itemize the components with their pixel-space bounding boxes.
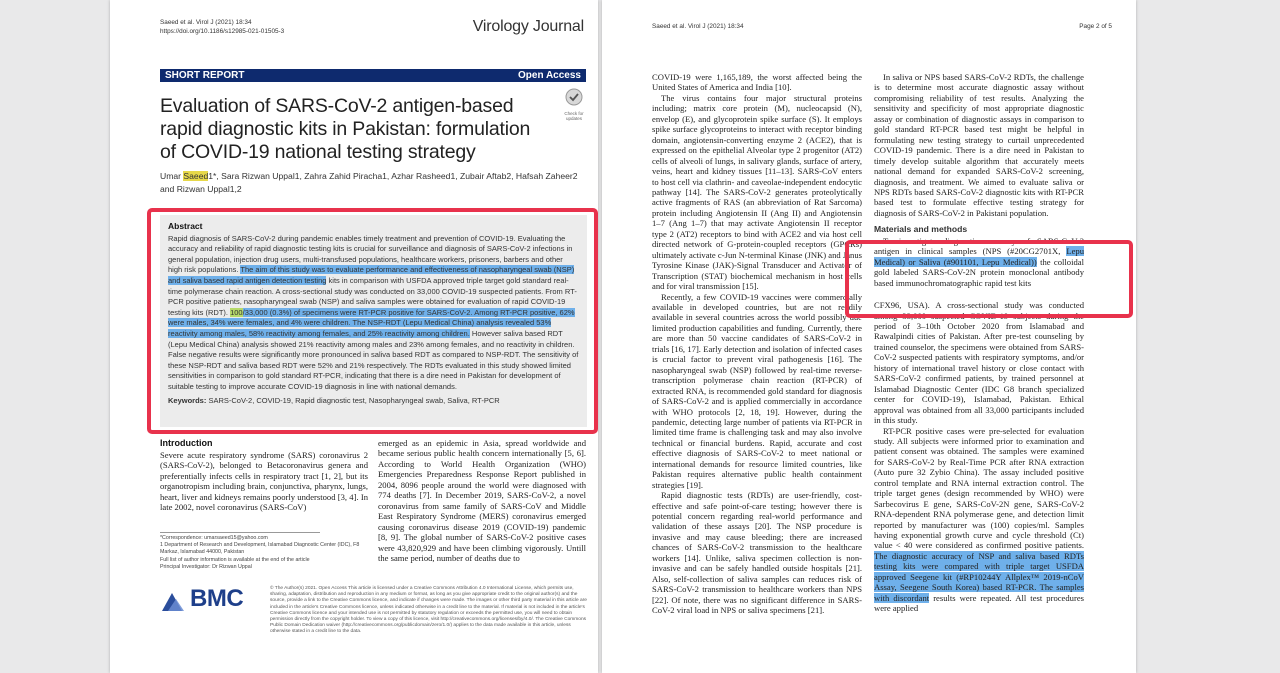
p2-col2-para-4 — [874, 426, 1084, 614]
abstract-part-3: kits in comparison with USFDA approved triple target gold standard real-time polymerase chain reaction. A cross-sectional study was conducted on 33,000 COVID-19 suspected patients. From RT-PCR positive patients, nasopharyngeal swab (NSP) and saliva samples were obtained for evaluation of rapid COVID-19 testing kits (RDT). — [168, 275, 577, 317]
license-text: © The Author(s) 2021. Open Access This article is licensed under a Creative Commons Attribution 4.0 International License, which permits use, sharing, adaptation, distribution and reproduction in any medium or format, as long as you give appropriate credit to the original author(s) and the source, provide a link to the Creative Commons licence, and indicate if changes were made. The images or other third party material in this article are included in the article's Creative Commons licence, unless indicated otherwise in a credit line to the material. If material is not included in the article's Creative Commons licence and your intended use is not permitted by statutory regulation or exceeds the permitted use, you will need to obtain permission directly from the copyright holder. To view a copy of this licence, visit http://creativecommons.org/licenses/by/4.0/. The Creative Commons Public Domain Dedication waiver (http://creativecommons.org/publicdomain/zero/1.0/) applies to the data made available in this article, unless otherwise stated in a credit line to the data. — [270, 586, 587, 635]
short-report-banner — [160, 69, 586, 82]
author-highlight: Saeed — [183, 171, 209, 181]
methods-heading: Materials and methods — [874, 224, 968, 235]
rtpcr-highlight: The diagnostic accuracy of NSP and saliva based RDTs testing kits were compared with triple target USFDA approved Seegene kit (#RP10244Y Allplex™ 2019-nCoV Assay, Seegene South Korea) based RT-PCR. The samples with discordant — [874, 550, 1084, 603]
page-1 — [110, 0, 598, 673]
bmc-wordmark: BMC — [190, 585, 244, 612]
bmc-logo — [160, 585, 260, 615]
abstract-heading: Abstract — [168, 221, 203, 231]
abstract-part-6: However saliva based RDT (Lepu Medical China) analysis showed 21% reactivity among males and 23% among females, and no reactivity in children. False negative results were significantly more pronounced in saliva based RDT as compared to NSP-RDT. The sensitivity of these NSP-RDT and saliva based RDT were 52% and 21% respectively. The RDTs evaluated in this study showed limited sensitivities in comparison to gold standard RT-PCR, indicating that there is a dire need in Pakistan for development of suitable testing to improve accurate COVID-19 diagnosis in line with national demands. — [168, 328, 579, 391]
check-updates-label: Check for updates — [564, 111, 584, 121]
author-list — [160, 170, 580, 196]
citation-header — [160, 18, 284, 36]
p2-col2-para-1: In saliva or NPS based SARS-CoV-2 RDTs, the challenge is to determine most accurate diagnostic assay without compromising reliability of test results. Analyzing the sensitivity and specificity of most appropriate diagnostic assay or combination of diagnostic assays in comparison to gold standard RT-PCR based test might be helpful in formulating new testing strategy to curtail unprecedented COVID-19 pandemic. There is a dire need in Pakistan to timely develop suitable algorithm that accurately meets national demand for expanded SARS-CoV-2 screening, diagnosis, and treatment. We aimed to evaluate saliva or NPS RDTs based SARS-CoV-2 diagnostic kits with RT-PCR based test to formulate effective testing strategy for diagnosis of SARS-CoV-2 in Pakistani population. — [874, 72, 1084, 218]
p2-col1-para-2: The virus contains four major structural proteins including; matrix core protein (M), nucleocapsid (N), envelop (E), and glycoprotein spike surface (S). It employs spike surface glycoproteins to interact with receptor binding domain, angiotensin-converting enzyme 2 (ACE2), that is expressed on the epithelial Alveolar type 2 progenitor (AT2) cells of alveoli of lungs, in salivary glands, surface of artery, veins, heart and kidney tissues [11–13]. SARS-CoV enters to host cell via clathrin- and caveolae-independent endocytic pathway [14]. The SARS-CoV-2 generates proteolytically active fragments of RAS (an abbreviation of Rat Sarcoma) protein including Angiotensin II (Ang II) and Angiotensin 1–7 (Ang 1–7) that may activate Angiotensin II receptor type 2 (AT2) receptors to bind with ACE2 and via host cell directed network of G-protein-coupled receptors (GPCRs) ultimately activate c-Jun N-terminal Kinase (JNK) and Janus Tyrosine Kinase (JAK)-Signal Transducer and Activator of Transcription (STAT) biochemical mechanism in host cells and for viral transmission [15]. — [652, 92, 862, 292]
methods-text-a: To investigate diagnostic accuracy of SARS-CoV-2 antigen in clinical samples (NPS (#20CG2701X, — [874, 235, 1084, 257]
page2-column-2 — [874, 72, 1084, 614]
journal-name: Virology Journal — [472, 18, 584, 35]
p2-col1-para-3: Recently, a few COVID-19 vaccines were commercially available in developed countries, but are not readily available in several countries across the world possibly due limited production capabilities and funding. Currently, there are more than 50 vaccine candidates of SARS-CoV-2 in trials [16, 17]. Early detection and isolation of infected cases is crucial factor to prevent viral pathogenesis [16]. The nasopharyngeal swab (NSP) followed by real-time reverse-transcription polymerase chain reaction (RT-PCR) of extracted RNA, is recommended gold standard for diagnosis of SARS-CoV-2 and is applied commercially in accordance with WHO protocols [2, 18, 19]. However, during the pandemic, detecting large number of patients via RT-PCR in limited time frame is challenging task and may also involve technical or financial burdens. Rapid, accurate and cost effective diagnosis of SARS-CoV-2 to meet national or international demands for resource limited countries, like Pakistan requires alternative public health containment strategies [19]. — [652, 291, 862, 490]
article-title: Evaluation of SARS-CoV-2 antigen-based rapid diagnostic kits in Pakistan: formulation of COVID-19 national testing strategy — [160, 95, 531, 163]
author-first: Umar — [160, 171, 184, 181]
rtpcr-text: RT-PCR positive cases were pre-selected for evaluation study. All subjects were informed prior to examination and patient consent was obtained. The samples were examined for SARS-CoV-2 by Real-Time PCR after RNA extraction (Auto pure 32 Zybio China). The assay included positive control template and RNA internal extraction control. The triple target genes (design recommended by WHO) were Sarbecovirus E gene, SARS-CoV-2N gene, SARS-CoV-2 RNA-dependent RNA polymerase gene, and detection limit reported by manufacturer was (100) copies/ml. Samples having exponential growth curve and cycle threshold (Ct) value < 40 were considered as confirmed positive patients. — [874, 425, 1084, 551]
citation-header-2: Saeed et al. Virol J (2021) 18:34 — [652, 23, 744, 30]
short-report-label: SHORT REPORT — [165, 70, 245, 81]
introduction-heading: Introduction — [160, 438, 213, 448]
abstract-highlight-green: 100 — [230, 307, 243, 317]
page-2 — [602, 0, 1136, 673]
check-for-updates[interactable] — [562, 88, 586, 121]
open-access-label: Open Access — [518, 70, 581, 81]
doi-link[interactable]: https://doi.org/10.1186/s12985-021-01505-3 — [160, 28, 285, 35]
methods-highlight: Lepu Medical) or Saliva (#901101, Lepu Medical)) — [874, 246, 1084, 267]
abstract-highlight-1: The aim of this study was to evaluate performance and effectiveness of nasopharyngeal swab (NSP) and saliva based rapid antigen detection testing — [168, 265, 575, 285]
keywords-value: SARS-CoV-2, COVID-19, Rapid diagnostic test, Nasopharyngeal swab, Saliva, RT-PCR — [208, 395, 500, 405]
page2-column-1 — [652, 72, 862, 616]
p2-col2-para-3: CFX96, USA). A cross-sectional study was conducted among 33,000 suspected COVID-19 subjects during the period of 3–10th October 2020 from Islamabad and Rawalpindi cities of Pakistan. After pre-test counseling by trained counselor, the specimens were obtained from SARS-CoV-2 suspected patients with respiratory symptoms, and/or history of international travel history or close contact with SARS-CoV-2 confirmed patients, by trained personnel at Islamabad Diagnostic Center (IDC G8 branch specialized center for COVID-19), Islamabad, Pakistan. Ethical approval was obtained from all 33,000 participants included in this study. — [874, 300, 1084, 426]
rtpcr-text-end: results were repeated. All test procedures were applied — [874, 592, 1084, 614]
footnote-divider — [160, 532, 320, 533]
p2-col1-para-4: Rapid diagnostic tests (RDTs) are user-friendly, cost-effective and safe point-of-care testing; however there is potential concern regarding real-world performance and validation of these assays [20]. The NSP procedure is invasive and may cause bleeding; there are increased chances of SARS-CoV-2 transmission to the healthcare workers [14]. Unlike, saliva specimen collection is non-invasive and can be safely handled outside hospitals [21]. Also, self-collection of saliva samples can reduces risk of SARS-CoV-2 transmission to healthcare workers than NPS [22]. Of note, there was no significant difference in SARS-CoV-2 viral load in NPS or saliva specimens [21]. — [652, 490, 862, 616]
keywords-label: Keywords: — [168, 395, 207, 405]
page-number: Page 2 of 5 — [1079, 23, 1112, 30]
abstract-highlight-2: /33,000 (0.3%) of specimens were RT-PCR positive for SARS-CoV-2. Among RT-PCR positive, 62% were males, 34% were females, and 4% were children. The NSP-RDT (Lepu Medical China) analysis revealed 53% reactivity among males, 58% reactivity among females, and 25% reactivity among children. — [168, 307, 575, 338]
annotation-box-abstract — [147, 208, 598, 434]
check-updates-icon — [565, 88, 583, 106]
citation: Saeed et al. Virol J (2021) 18:34 — [160, 19, 252, 26]
intro-column-2: emerged as an epidemic in Asia, spread worldwide and became serious public health concern internationally [5, 6]. According to World Health Organization (WHO) Emergencies Preparedness Response Report published in 2004, 8096 people around the world were diagnosed with 774 deaths [7]. In December 2019, SARS-CoV-2, a novel coronavirus from same family of SARS-CoV and Middle East Respiratory Syndrome (MERS) coronavirus emerged causing coronavirus disease 2019 (COVID-19) pandemic [8, 9]. The global number of SARS-CoV-2 positive cases were 43,820,929 and have been climbing vigorously. Untill the same period, number of deaths due to — [378, 438, 586, 563]
annotation-box-methods — [845, 240, 1133, 318]
footnotes: *Correspondence: umarsaeed15@yahoo.com 1 Department of Research and Development, Islamabad Diagnostic Center (IDC), F8 Markaz, Islamabad 44000, Pakistan Full list of author information is available at the end of the article Principal Investigator: Dr Rizwan Uppal — [160, 535, 360, 570]
p2-col1-para-1: COVID-19 were 1,165,189, the worst affected being the United States of America and India [10]. — [652, 72, 862, 93]
abstract-part-1: Rapid diagnosis of SARS-CoV-2 during pandemic enables timely treatment and prevention of COVID-19. Evaluating the accuracy and reliability of rapid diagnostic testing kits is crucial for surveillance and diagnosis of SARS-CoV-2 infections in general population, injection drug users, multi-transfused populations, healthcare workers, prisoners, barbers and other high risk populations. — [168, 233, 573, 275]
methods-text-b: the colloidal gold labeled SARS-CoV-2N protein monoclonal antibody based immunochromatographic rapid test kits — [874, 256, 1084, 288]
author-rest: 1*, Sara Rizwan Uppal1, Zahra Zahid Piracha1, Azhar Rasheed1, Zubair Aftab2, Hafsah Zaheer2 and Rizwan Uppal1,2 — [160, 171, 578, 194]
intro-column-1: Severe acute respiratory syndrome (SARS) coronavirus 2 (SARS-CoV-2), belonged to Betacoronavirus genera and preferentially infects cells in respiratory tract [1, 2], but its organotropism including brain, conjunctiva, pharynx, lungs, heart, liver and kidneys remains poorly understood [3, 4]. In late 2002, novel coronavirus (SARS-CoV) — [160, 450, 368, 513]
